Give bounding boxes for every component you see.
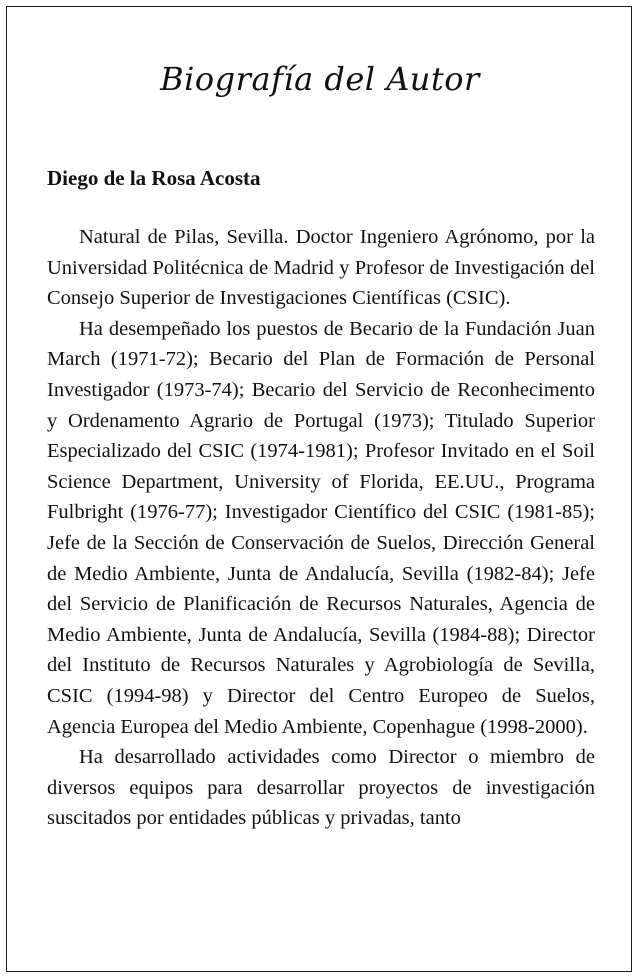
- paragraph-1: Natural de Pilas, Sevilla. Doctor Ingeniero Agrónomo, por la Universidad Politécnica de Madrid y Profesor de Investigación del Consejo Superior de Investigaciones Científicas (CSIC).: [47, 226, 595, 310]
- author-name: Diego de la Rosa Acosta: [47, 166, 261, 190]
- paragraph-3: Ha desarrollado actividades como Director o miembro de diversos equipos para desarrollar proyectos de investigación suscitados por entidades públicas y privadas, tanto: [47, 746, 595, 830]
- biography-text: [47, 222, 595, 834]
- page-title: Biografía del Autor: [160, 60, 480, 98]
- paragraph-2: Ha desempeñado los puestos de Becario de la Fundación Juan March (1971-72); Becario del Plan de Formación de Personal Investigador (1973-74); Becario del Servicio de Reconhecimento y Ordenamento Agrario de Portugal (1973); Titulado Superior Especializado del CSIC (1974-1981); Profesor Invitado en el Soil Science Department, University of Florida, EE.UU., Programa Fulbright (1976-77); Investigador Científico del CSIC (1981-85); Jefe de la Sección de Conservación de Suelos, Dirección General de Medio Ambiente, Junta de Andalucía, Sevilla (1982-84); Jefe del Servicio de Planificación de Recursos Naturales, Agencia de Medio Ambiente, Junta de Andalucía, Sevilla (1984-88); Director del Instituto de Recursos Naturales y Agrobiología de Sevilla, CSIC (1994-98) y Director del Centro Europeo de Suelos, Agencia Europea del Medio Ambiente, Copenhague (1998-2000).: [47, 317, 595, 738]
